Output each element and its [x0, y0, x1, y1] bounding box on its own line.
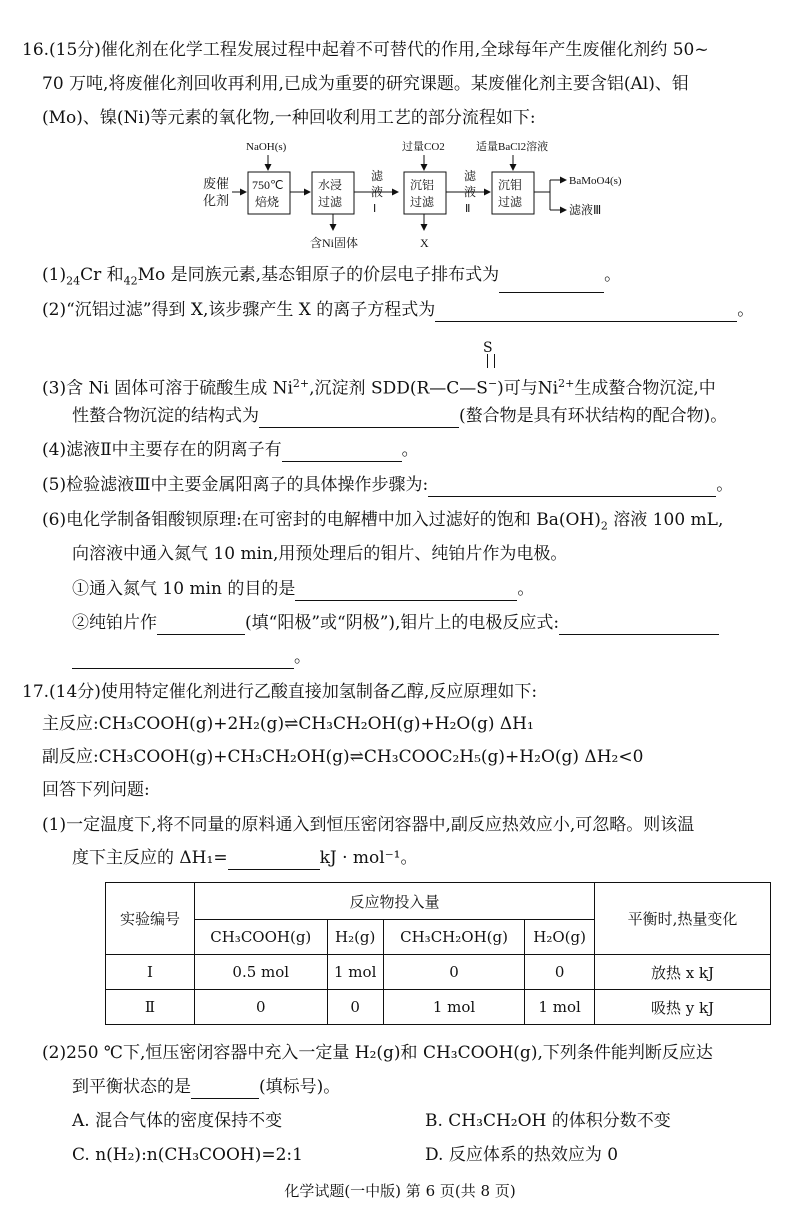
answer-blank-10[interactable] [228, 851, 320, 870]
q17-part1-line2: 度下主反应的 ΔH₁= kJ · mol⁻¹。 [72, 848, 418, 868]
q17-part2-line2: 到平衡状态的是 (填标号)。 [72, 1077, 341, 1097]
table-header-id: 实验编号 [106, 883, 195, 955]
svg-text:滤: 滤 [464, 169, 477, 183]
q16-part6-line2: 向溶液中通入氮气 10 min,用预处理后的钼片、纯铂片作为电极。 [72, 544, 568, 564]
answer-blank-3[interactable] [259, 409, 459, 428]
answer-blank-7[interactable] [157, 616, 245, 635]
flow-reagent-bacl2: 适量BaCl2溶液 [476, 141, 549, 153]
answer-blank-8[interactable] [559, 616, 719, 635]
svg-text:沉铝: 沉铝 [410, 178, 435, 192]
q16-part4: (4)滤液Ⅱ中主要存在的阴离子有 。 [42, 440, 419, 460]
svg-text:液: 液 [371, 185, 384, 199]
q16-line3: (Mo)、镍(Ni)等元素的氧化物,一种回收利用工艺的部分流程如下: [42, 108, 536, 128]
q16-part2: (2)“沉铝过滤”得到 X,该步骤产生 X 的离子方程式为 。 [42, 300, 755, 320]
table-row: Ⅱ 0 0 1 mol 1 mol 吸热 y kJ [106, 990, 771, 1025]
q16-part1: $(1)_{24}Cr$ 和$_{42}$Mo 是同族元素,基态钼原子的价层电子排布式为 。 [42, 263, 621, 293]
table-col: CH₃CH₂OH(g) [383, 920, 524, 955]
flow-filtrate3: 滤液Ⅲ [569, 203, 602, 217]
flow-x: X [420, 236, 429, 250]
answer-blank-2[interactable] [435, 303, 737, 322]
experiment-table [105, 882, 771, 1025]
q16-part6-q1: ①通入氮气 10 min 的目的是 。 [72, 579, 535, 599]
flow-reagent-naoh: NaOH(s) [246, 141, 287, 153]
svg-text:沉钼: 沉钼 [498, 178, 523, 192]
process-flow-diagram [0, 130, 800, 255]
answer-blank-1[interactable] [499, 274, 604, 293]
answer-blank-11[interactable] [191, 1080, 259, 1099]
option-a: A. 混合气体的密度保持不变 [72, 1111, 283, 1131]
q16-part6-line1: (6)电化学制备钼酸钡原理:在可密封的电解槽中加入过滤好的饱和 $Ba(OH)_2$ 溶液 100 mL, [42, 510, 724, 533]
q16-part3-line1: (3)含 Ni 固体可溶于硫酸生成 $Ni^{2+}$,沉淀剂 SDD(R—C—S−)可与$Ni^{2+}$生成螯合物沉淀,中 [42, 377, 716, 399]
table-col: H₂(g) [327, 920, 383, 955]
page-footer: 化学试题(一中版) 第 6 页(共 8 页) [284, 1182, 516, 1200]
q16-part5: (5)检验滤液Ⅲ中主要金属阳离子的具体操作步骤为: 。 [42, 475, 734, 495]
answer-blank-4[interactable] [282, 443, 402, 462]
svg-text:过滤: 过滤 [498, 195, 523, 209]
option-b: B. CH₃CH₂OH 的体积分数不变 [425, 1111, 671, 1131]
flow-input-1: 废催 [203, 176, 230, 191]
table-header-heat: 平衡时,热量变化 [595, 883, 771, 955]
sdd-s-atom: S [483, 340, 493, 356]
table-col: H₂O(g) [525, 920, 595, 955]
q16-part6-q2: ②纯铂片作 (填“阳极”或“阴极”),钼片上的电极反应式: [72, 611, 719, 635]
q17-part2-line1: (2)250 ℃下,恒压密闭容器中充入一定量 H₂(g)和 CH₃COOH(g),下列条件能判断反应达 [42, 1043, 713, 1063]
svg-text:滤: 滤 [371, 169, 384, 183]
q17-side-reaction: 副反应:CH₃COOH(g)+CH₃CH₂OH(g)⇌CH₃COOC₂H₅(g)+H₂O(g) ΔH₂<0 [42, 747, 644, 767]
svg-text:水浸: 水浸 [318, 178, 343, 192]
answer-blank-9[interactable] [72, 650, 294, 669]
q16-line2: 70 万吨,将废催化剂回收再利用,已成为重要的研究课题。某废催化剂主要含铝(Al)、钼 [42, 74, 689, 94]
answer-blank-5[interactable] [428, 478, 716, 497]
table-header-amount: 反应物投入量 [195, 883, 595, 920]
flow-input-2: 化剂 [203, 193, 230, 208]
svg-text:过滤: 过滤 [318, 195, 343, 209]
flow-product: BaMoO4(s) [569, 175, 622, 187]
q17-part1-line1: (1)一定温度下,将不同量的原料通入到恒压密闭容器中,副反应热效应小,可忽略。则该温 [42, 815, 695, 835]
table-col: CH₃COOH(g) [195, 920, 328, 955]
option-d: D. 反应体系的热效应为 0 [425, 1145, 619, 1165]
table-row: Ⅰ 0.5 mol 1 mol 0 0 放热 x kJ [106, 955, 771, 990]
svg-text:Ⅰ: Ⅰ [373, 203, 377, 215]
svg-text:过滤: 过滤 [410, 195, 435, 209]
svg-text:Ⅱ: Ⅱ [465, 203, 471, 215]
q16-part3-line2: 性螯合物沉淀的结构式为 (螯合物是具有环状结构的配合物)。 [72, 406, 728, 426]
svg-text:液: 液 [464, 185, 477, 199]
q16-line1: 16.(15分)催化剂在化学工程发展过程中起着不可替代的作用,全球每年产生废催化剂约 50~ [22, 40, 709, 60]
q17-main-reaction: 主反应:CH₃COOH(g)+2H₂(g)⇌CH₃CH₂OH(g)+H₂O(g) ΔH₁ [42, 714, 534, 734]
answer-blank-6[interactable] [295, 582, 517, 601]
flow-reagent-co2: 过量CO2 [402, 141, 445, 153]
option-c: C. n(H₂):n(CH₃COOH)=2:1 [72, 1145, 303, 1165]
svg-text:750℃: 750℃ [252, 178, 284, 192]
q17-head: 17.(14分)使用特定催化剂进行乙酸直接加氢制备乙醇,反应原理如下: [22, 682, 538, 702]
sdd-double-bond [487, 354, 495, 368]
q16-part6-q2-cont: 。 [72, 645, 311, 669]
flow-ni-solid: 含Ni固体 [310, 236, 359, 250]
q17-ask: 回答下列问题: [42, 780, 150, 800]
svg-text:焙烧: 焙烧 [255, 195, 280, 209]
